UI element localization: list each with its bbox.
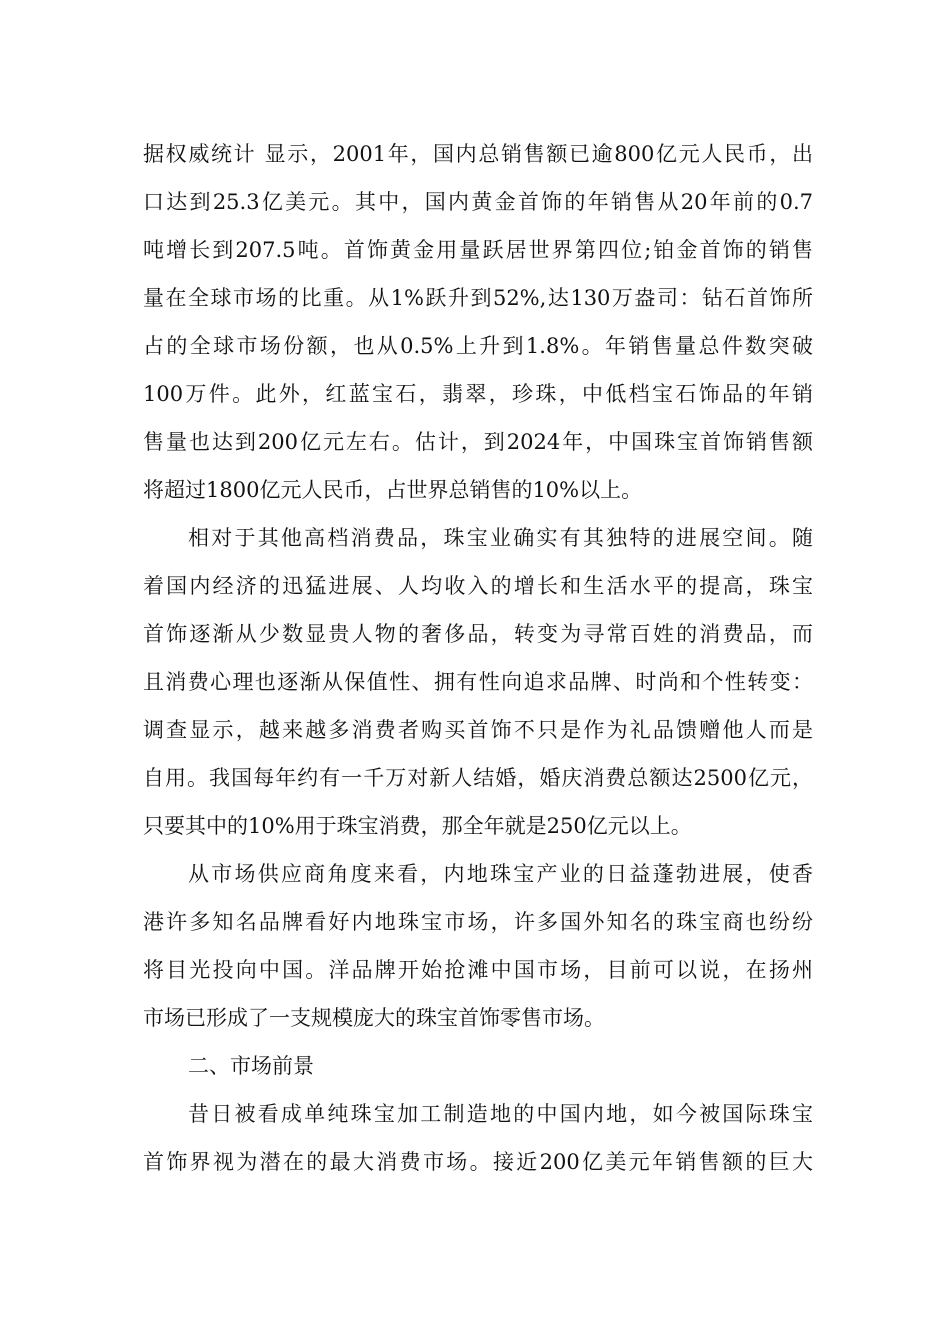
paragraph-line: 从市场供应商角度来看，内地珠宝产业的日益蓬勃进展，使香 (188, 862, 813, 886)
paragraph-4 (143, 1090, 813, 1186)
paragraph-3 (143, 850, 813, 1042)
document-body (143, 130, 813, 1186)
paragraph-line: 且消费心理也逐渐从保值性、拥有性向追求品牌、时尚和个性转变： (143, 670, 813, 694)
paragraph-line: 售量也达到200亿元左右。估计，到2024年，中国珠宝首饰销售额 (143, 430, 813, 454)
paragraph-1 (143, 130, 813, 514)
paragraph-line: 将目光投向中国。洋品牌开始抢滩中国市场，目前可以说，在扬州 (143, 958, 813, 982)
paragraph-line: 据权威统计 显示，2001年，国内总销售额已逾800亿元人民币，出 (143, 142, 813, 166)
paragraph-line: 首饰逐渐从少数显贵人物的奢侈品，转变为寻常百姓的消费品，而 (143, 622, 813, 646)
paragraph-line: 相对于其他高档消费品，珠宝业确实有其独特的进展空间。随 (188, 526, 813, 550)
paragraph-2 (143, 514, 813, 850)
paragraph-line: 昔日被看成单纯珠宝加工制造地的中国内地，如今被国际珠宝 (188, 1102, 813, 1126)
paragraph-line: 自用。我国每年约有一千万对新人结婚，婚庆消费总额达2500亿元， (143, 766, 813, 790)
paragraph-line: 着国内经济的迅猛进展、人均收入的增长和生活水平的提高，珠宝 (143, 574, 813, 598)
paragraph-line: 调查显示，越来越多消费者购买首饰不只是作为礼品馈赠他人而是 (143, 718, 813, 742)
paragraph-line: 港许多知名品牌看好内地珠宝市场，许多国外知名的珠宝商也纷纷 (143, 910, 813, 934)
paragraph-line: 量在全球市场的比重。从1%跃升到52%,达130万盎司：钻石首饰所 (143, 286, 813, 310)
paragraph-line: 首饰界视为潜在的最大消费市场。接近200亿美元年销售额的巨大 (143, 1150, 813, 1174)
paragraph-line: 吨增长到207.5吨。首饰黄金用量跃居世界第四位;铂金首饰的销售 (143, 238, 813, 262)
section-heading: 二、市场前景 (188, 1054, 314, 1078)
paragraph-line: 口达到25.3亿美元。其中，国内黄金首饰的年销售从20年前的0.7 (143, 190, 813, 214)
paragraph-line: 市场已形成了一支规模庞大的珠宝首饰零售市场。 (143, 1006, 605, 1030)
paragraph-line: 占的全球市场份额，也从0.5%上升到1.8%。年销售量总件数突破 (143, 334, 813, 358)
paragraph-line: 将超过1800亿元人民币，占世界总销售的10%以上。 (143, 478, 643, 502)
paragraph-line: 只要其中的10%用于珠宝消费，那全年就是250亿元以上。 (143, 814, 692, 838)
paragraph-line: 100万件。此外，红蓝宝石，翡翠，珍珠，中低档宝石饰品的年销 (143, 382, 813, 406)
